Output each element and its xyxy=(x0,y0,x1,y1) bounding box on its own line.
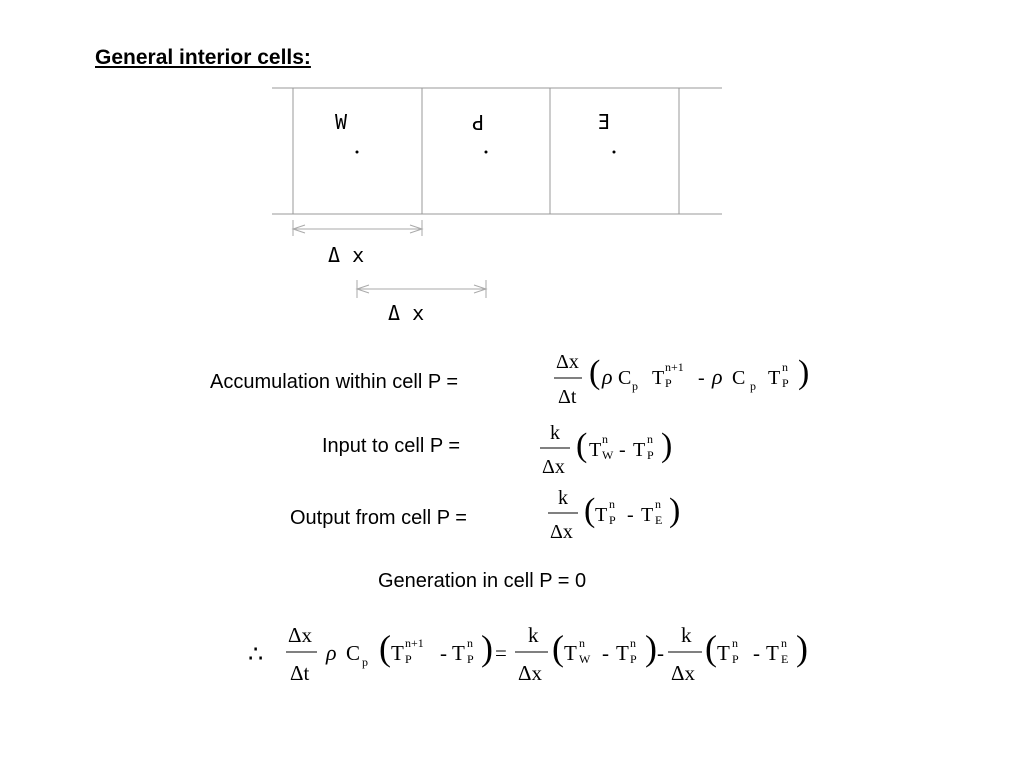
energy-balance-equation xyxy=(240,612,820,692)
svg-text:-: - xyxy=(440,641,447,665)
svg-text:n: n xyxy=(630,636,636,650)
svg-text:k: k xyxy=(558,487,568,509)
svg-text:n: n xyxy=(602,432,608,446)
svg-text:P: P xyxy=(405,652,412,666)
svg-text:k: k xyxy=(528,623,539,647)
svg-text:(: ( xyxy=(576,427,588,464)
svg-text:T: T xyxy=(717,641,730,665)
svg-text:p: p xyxy=(750,379,756,393)
svg-text:Δt: Δt xyxy=(290,661,310,685)
cell-label-w: W xyxy=(335,110,348,134)
svg-text:Δt: Δt xyxy=(558,386,577,408)
svg-text:(: ( xyxy=(584,492,596,529)
svg-text:P: P xyxy=(630,652,637,666)
svg-text:P: P xyxy=(467,652,474,666)
dimension-arrow-node-spacing xyxy=(357,280,486,298)
output-formula xyxy=(538,483,698,547)
svg-text:k: k xyxy=(550,422,560,444)
svg-text:ρ: ρ xyxy=(712,364,723,389)
svg-text:T: T xyxy=(616,641,629,665)
cell-label-p: P xyxy=(472,110,485,134)
svg-text:ρ: ρ xyxy=(326,640,337,665)
dx-label-cell-width: Δ x xyxy=(328,243,365,267)
svg-text:T: T xyxy=(452,641,465,665)
svg-text:n+1: n+1 xyxy=(405,636,424,650)
input-label: Input to cell P = xyxy=(322,435,461,457)
svg-text:T: T xyxy=(633,439,646,461)
svg-text:T: T xyxy=(641,504,654,526)
output-label: Output from cell P = xyxy=(290,507,467,529)
svg-text:): ) xyxy=(798,354,810,391)
dx-label-node-spacing: Δ x xyxy=(388,301,425,325)
svg-text:P: P xyxy=(665,376,672,390)
svg-text:(: ( xyxy=(589,354,601,391)
svg-text:P: P xyxy=(732,652,739,666)
svg-text:-: - xyxy=(657,641,664,665)
svg-text:=: = xyxy=(495,641,507,665)
svg-text:C: C xyxy=(732,367,746,389)
svg-text:n: n xyxy=(655,497,661,511)
accumulation-formula xyxy=(540,340,820,416)
cell-grid-diagram xyxy=(0,0,1024,340)
svg-text:E: E xyxy=(781,652,789,666)
svg-text:n: n xyxy=(579,636,585,650)
svg-text:-: - xyxy=(627,504,634,526)
svg-text:C: C xyxy=(618,367,632,389)
svg-text:Δx: Δx xyxy=(518,661,543,685)
svg-text:p: p xyxy=(632,379,638,393)
generation-statement: Generation in cell P = 0 xyxy=(378,570,587,592)
svg-text:T: T xyxy=(391,641,404,665)
svg-text:n+1: n+1 xyxy=(665,360,684,374)
svg-text:): ) xyxy=(669,492,681,529)
accumulation-label: Accumulation within cell P = xyxy=(210,371,459,393)
svg-text:P: P xyxy=(647,448,654,462)
svg-text:): ) xyxy=(661,427,673,464)
svg-text:p: p xyxy=(362,655,368,669)
svg-text:T: T xyxy=(766,641,779,665)
svg-text:T: T xyxy=(768,367,781,389)
svg-text:T: T xyxy=(589,439,602,461)
svg-text:): ) xyxy=(481,628,493,668)
cell-label-e: E xyxy=(598,110,611,134)
svg-text:∴: ∴ xyxy=(248,642,264,668)
svg-text:T: T xyxy=(652,367,665,389)
svg-text:Δx: Δx xyxy=(542,456,565,478)
svg-text:E: E xyxy=(655,513,663,527)
svg-text:n: n xyxy=(781,636,787,650)
svg-text:n: n xyxy=(782,360,788,374)
svg-text:T: T xyxy=(564,641,577,665)
svg-text:P: P xyxy=(782,376,789,390)
svg-text:-: - xyxy=(753,641,760,665)
node-p-dot xyxy=(485,151,488,154)
svg-text:W: W xyxy=(579,652,591,666)
svg-text:(: ( xyxy=(705,628,717,668)
svg-text:-: - xyxy=(698,367,705,389)
svg-text:C: C xyxy=(346,641,361,665)
svg-text:n: n xyxy=(732,636,738,650)
svg-text:Δx: Δx xyxy=(550,521,573,543)
svg-text:n: n xyxy=(609,497,615,511)
svg-text:n: n xyxy=(647,432,653,446)
dimension-arrow-cell-width xyxy=(293,220,422,236)
svg-text:Δx: Δx xyxy=(556,351,579,373)
svg-text:Δx: Δx xyxy=(288,623,313,647)
page-title: General interior cells: xyxy=(95,46,311,69)
svg-text:): ) xyxy=(645,628,657,668)
svg-text:-: - xyxy=(619,439,626,461)
svg-text:Δx: Δx xyxy=(671,661,696,685)
node-e-dot xyxy=(613,151,616,154)
svg-text:(: ( xyxy=(552,628,564,668)
svg-text:n: n xyxy=(467,636,473,650)
svg-text:(: ( xyxy=(379,628,391,668)
svg-text:): ) xyxy=(796,628,808,668)
svg-text:W: W xyxy=(602,448,614,462)
svg-text:P: P xyxy=(609,513,616,527)
svg-text:k: k xyxy=(681,623,692,647)
svg-text:T: T xyxy=(595,504,608,526)
svg-text:ρ: ρ xyxy=(602,364,613,389)
svg-text:-: - xyxy=(602,641,609,665)
node-w-dot xyxy=(356,151,359,154)
input-formula xyxy=(530,418,690,482)
